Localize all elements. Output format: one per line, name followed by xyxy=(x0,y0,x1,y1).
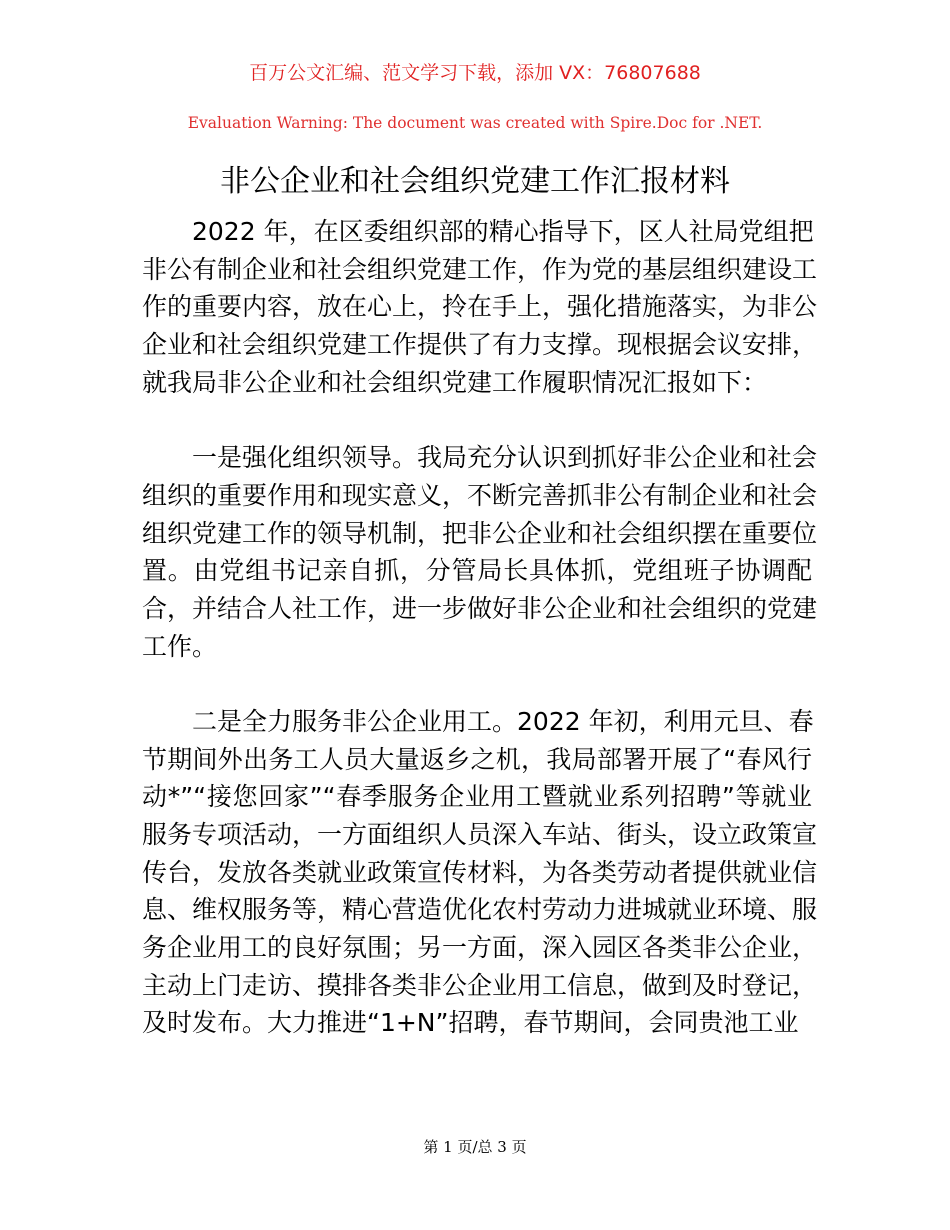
paragraph-line: 服务专项活动，一方面组织人员深入车站、街头，设立政策宣 xyxy=(142,820,818,849)
paragraph-line: 传台，发放各类就业政策宣传材料，为各类劳动者提供就业信 xyxy=(142,857,818,887)
paragraph-line: 就我局非公企业和社会组织党建工作履职情况汇报如下： xyxy=(142,367,768,397)
paragraph-line: 一是强化组织领导。我局充分认识到抓好非公企业和社会 xyxy=(142,443,818,473)
evaluation-warning: Evaluation Warning: The document was created with Spire.Doc for .NET. xyxy=(187,114,763,132)
page-footer: 第 1 页/总 3 页 xyxy=(423,1138,527,1156)
paragraph-line: 非公有制企业和社会组织党建工作，作为党的基层组织建设工 xyxy=(142,254,818,284)
paragraph xyxy=(142,703,818,1042)
paragraph-line: 及时发布。大力推进“1+N”招聘，春节期间，会同贵池工业 xyxy=(142,1008,799,1038)
paragraph-line: 企业和社会组织党建工作提供了有力支撑。现根据会议安排， xyxy=(142,330,818,360)
paragraph-line: 组织党建工作的领导机制，把非公企业和社会组织摆在重要位 xyxy=(142,518,818,548)
paragraph-line: 工作。 xyxy=(142,631,218,661)
paragraph-line: 合，并结合人社工作，进一步做好非公企业和社会组织的党建 xyxy=(142,593,818,623)
promo-banner: 百万公文汇编、范文学习下载，添加 VX：76807688 xyxy=(249,62,701,84)
paragraph-line: 务企业用工的良好氛围；另一方面，深入园区各类非公企业， xyxy=(142,933,818,963)
paragraph-line: 二是全力服务非公企业用工。2022 年初，利用元旦、春 xyxy=(142,706,814,736)
paragraph-line: 2022 年，在区委组织部的精心指导下，区人社局党组把 xyxy=(142,217,814,246)
paragraph xyxy=(142,439,818,665)
document-title: 非公企业和社会组织党建工作汇报材料 xyxy=(220,164,730,199)
paragraph-line: 置。由党组书记亲自抓，分管局长具体抓，党组班子协调配 xyxy=(142,556,812,586)
paragraph-line: 息、维权服务等，精心营造优化农村劳动力进城就业环境、服 xyxy=(142,895,818,925)
paragraph-line: 作的重要内容，放在心上，拎在手上，强化措施落实，为非公 xyxy=(142,292,818,322)
paragraph-line: 主动上门走访、摸排各类非公企业用工信息，做到及时登记， xyxy=(142,970,818,1000)
paragraph-line: 组织的重要作用和现实意义，不断完善抓非公有制企业和社会 xyxy=(142,480,818,510)
paragraph-line: 节期间外出务工人员大量返乡之机，我局部署开展了“春风行 xyxy=(142,744,812,774)
document-body xyxy=(142,213,818,1080)
paragraph-line: 动*”“接您回家”“春季服务企业用工暨就业系列招聘”等就业 xyxy=(142,782,812,812)
paragraph xyxy=(142,213,818,401)
